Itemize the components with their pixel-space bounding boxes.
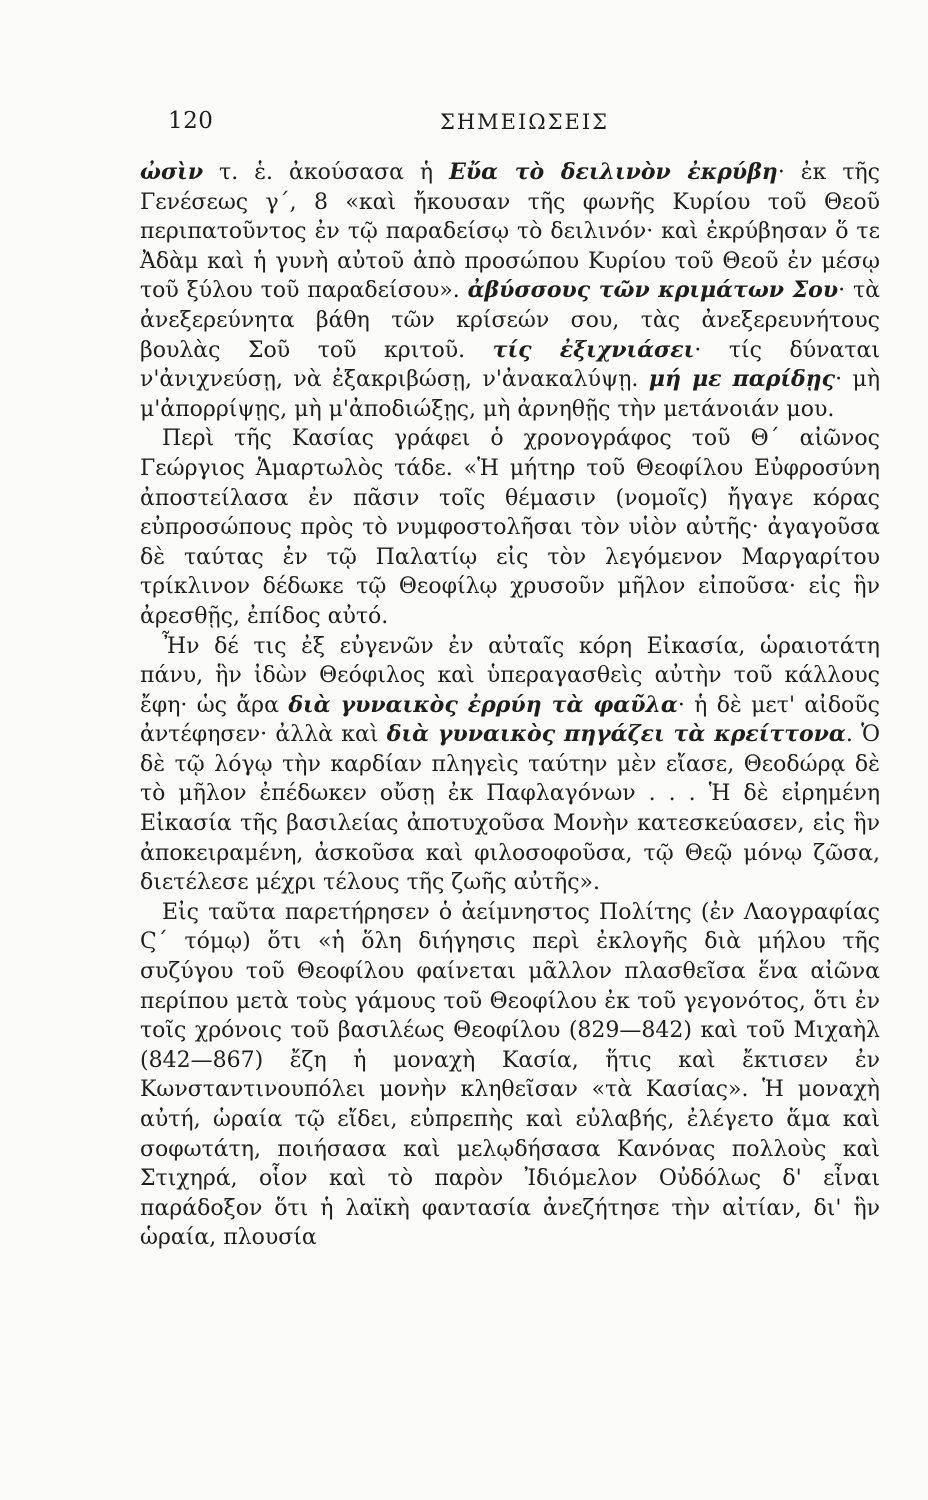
text-run: · τίς δύναται ν'ἀνιχνεύσῃ, νὰ ἐξακριβώσῃ, ν'ἀνακαλύψῃ. xyxy=(140,337,880,393)
emphasized-phrase: ἀβύσσους τῶν κριμάτων Σου xyxy=(467,277,839,304)
emphasized-phrase: διὰ γυναικὸς πηγάζει τὰ κρείττονα xyxy=(386,721,846,748)
body-text xyxy=(140,158,880,1253)
emphasized-phrase: ὠσὶν xyxy=(140,159,204,185)
text-run: Περὶ τῆς Κασίας γράφει ὁ χρονογράφος τοῦ Θ΄ αἰῶνος Γεώργιος Ἁμαρτωλὸς τάδε. «Ἡ μήτηρ τοῦ Θεοφίλου Εὐφροσύνη ἀποστείλασα ἐν πᾶσιν τοῖς θέμασιν (νομοῖς) ἤγαγε κόρας εὐπροσώπους πρὸς τὸ νυμφοστολῆσαι τὸν υἱὸν αὐτῆς· ἀγαγοῦσα δὲ ταύτας ἐν τῷ Παλατίῳ εἰς τὸν λεγόμενον Μαργαρίτου τρίκλινον δέδωκε τῷ Θεοφίλῳ χρυσοῦν μῆλον εἰποῦσα· εἰς ἣν ἀρεσθῇς, ἐπίδος αὐτό. xyxy=(140,426,880,629)
emphasized-phrase: διὰ γυναικὸς ἐρρύη τὰ φαῦλα xyxy=(288,691,678,718)
text-run: · ἡ δὲ μετ' αἰδοῦς ἀντέφησεν· ἀλλὰ καὶ xyxy=(140,692,880,748)
text-run: Εἰς ταῦτα παρετήρησεν ὁ ἀείμνηστος Πολίτης (ἐν Λαογραφίας Ϛ΄ τόμῳ) ὅτι «ἡ ὅλη διήγησις περὶ ἐκλογῆς διὰ μήλου τῆς συζύγου τοῦ Θεοφίλου φαίνεται μᾶλλον πλασθεῖσα ἕνα αἰῶνα περίπου μετὰ τοὺς γάμους τοῦ Θεοφίλου ἐκ τοῦ γεγονότος, ὅτι ἐν τοῖς χρόνοις τοῦ βασιλέως Θεοφίλου (829—842) καὶ τοῦ Μιχαὴλ (842—867) ἔζη ἡ μοναχὴ Κασία, ἥτις καὶ ἔκτισεν ἐν Κωνσταντινουπόλει μονὴν κληθεῖσαν «τὰ Κασίας». Ἡ μοναχὴ αὐτή, ὡραία τῷ εἴδει, εὐπρεπὴς καὶ εὐλαβής, ἐλέγετο ἅμα καὶ σοφωτάτη, ποιήσασα καὶ μελῳδήσασα Κανόνας πολλοὺς καὶ Στιχηρά, οἷον καὶ τὸ παρὸν Ἰδιόμελον Οὐδόλως δ' εἶναι παράδοξον ὅτι ἡ λαϊκὴ φαντασία ἀνεζήτησε τὴν αἰτίαν, δι' ἣν ὡραία, πλουσία xyxy=(140,899,880,1251)
text-run: · ἐκ τῆς Γενέσεως γ΄, 8 «καὶ ἤκουσαν τῆς φωνῆς Κυρίου τοῦ Θεοῦ περιπατοῦντος ἐν τῷ παραδείσῳ τὸ δειλινόν· καὶ ἐκρύβησαν ὅ τε Ἀδὰμ καὶ ἡ γυνὴ αὐτοῦ ἀπὸ προσώπου Κυρίου τοῦ Θεοῦ ἐν μέσῳ τοῦ ξύλου τοῦ παραδείσου». xyxy=(140,160,880,304)
paragraph xyxy=(140,898,880,1253)
text-run: · τὰ ἀνεξερεύνητα βάθη τῶν κρίσεών σου, τὰς ἀνεξερευνήτους βουλὰς Σοῦ τοῦ κριτοῦ. xyxy=(140,278,880,363)
emphasized-phrase: τίς ἐξιχνιάσει xyxy=(492,336,695,363)
emphasized-phrase: Εὔα τὸ δειλινὸν ἐκρύβη xyxy=(449,159,778,185)
text-run: · μὴ μ'ἀπορρίψῃς, μὴ μ'ἀποδιώξῃς, μὴ ἀρνηθῇς τὴν μετάνοιάν μου. xyxy=(140,367,881,422)
text-run: . Ὁ δὲ τῷ λόγῳ τὴν καρδίαν πληγεὶς ταύτην μὲν εἴασε, Θεοδώρᾳ δὲ τὸ μῆλον ἐπέδωκεν οὔσῃ ἐκ Παφλαγόνων . . . Ἡ δὲ εἰρημένη Εἰκασία τῆς βασιλείας ἀποτυχοῦσα Μονὴν κατεσκεύασεν, εἰς ἣν ἀποκειραμένη, ἀσκοῦσα καὶ φιλοσοφοῦσα, τῷ Θεῷ μόνῳ ζῶσα, διετέλεσε μέχρι τέλους τῆς ζωῆς αὐτῆς». xyxy=(140,722,880,896)
paragraph xyxy=(140,158,880,424)
emphasized-phrase: μή με παρίδῃς xyxy=(648,366,836,393)
page-number: 120 xyxy=(168,108,214,134)
running-head: ΣΗΜΕΙΩΣΕΙΣ xyxy=(440,110,610,134)
paragraph xyxy=(140,424,880,631)
text-run: Ἦν δέ τις ἐξ εὐγενῶν ἐν αὐταῖς κόρη Εἰκασία, ὡραιοτάτη πάνυ, ἣν ἰδὼν Θεόφιλος καὶ ὑπεραγασθεὶς αὐτὴν τοῦ κάλλους ἔφη· ὡς ἄρα xyxy=(140,633,880,718)
paragraph xyxy=(140,632,880,898)
text-run: τ. ἑ. ἀκούσασα ἡ xyxy=(203,160,450,185)
page-header xyxy=(168,108,868,138)
